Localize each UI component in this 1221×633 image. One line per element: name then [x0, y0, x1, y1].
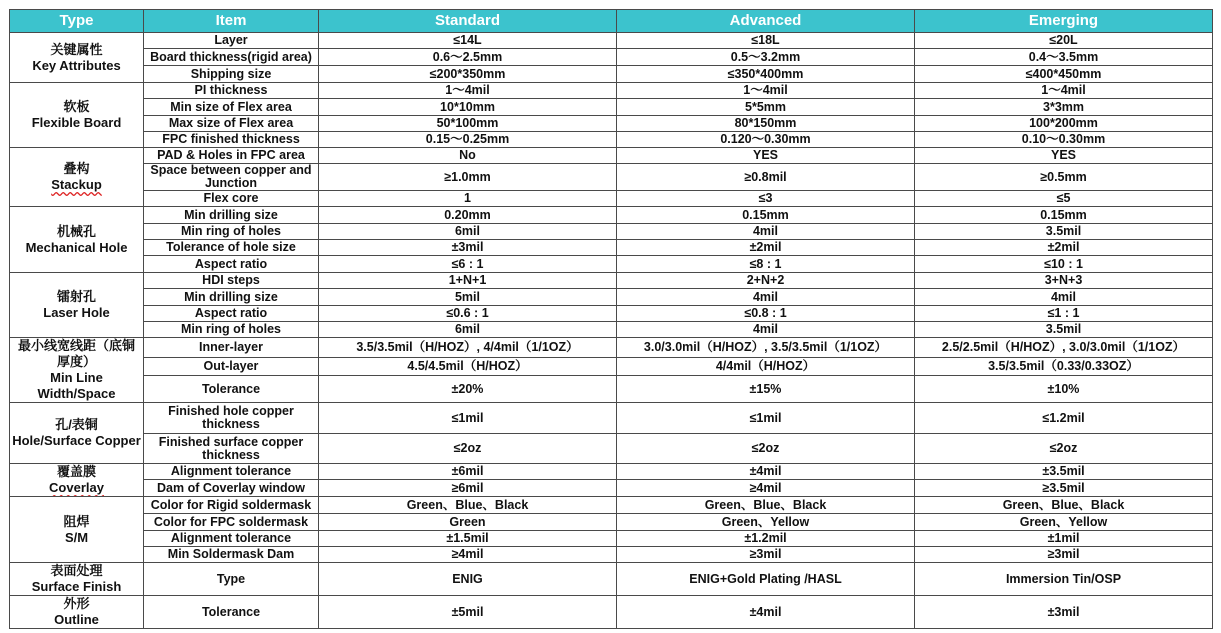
table-header	[10, 10, 1213, 33]
advanced-value: ≤3	[617, 191, 915, 207]
advanced-value: ≤0.8 : 1	[617, 306, 915, 322]
table-row	[10, 434, 1213, 464]
emerging-value: 3*3mm	[915, 99, 1213, 116]
item-cell: Alignment tolerance	[144, 464, 319, 480]
standard-value: ≤2oz	[319, 434, 617, 464]
table-row	[10, 191, 1213, 207]
standard-value: ≤0.6 : 1	[319, 306, 617, 322]
item-cell: Tolerance	[144, 596, 319, 629]
emerging-value: 3.5mil	[915, 224, 1213, 240]
advanced-value: 80*150mm	[617, 116, 915, 132]
group-cell	[10, 563, 144, 596]
standard-value: ≤200*350mm	[319, 66, 617, 83]
table-body	[10, 33, 1213, 629]
table-row	[10, 338, 1213, 358]
group-cell	[10, 338, 144, 403]
advanced-value: ≤350*400mm	[617, 66, 915, 83]
standard-value: ±5mil	[319, 596, 617, 629]
item-cell: Min Soldermask Dam	[144, 547, 319, 563]
advanced-value: ±2mil	[617, 240, 915, 256]
group-name-zh: 叠构	[63, 161, 90, 176]
advanced-value: ≤18L	[617, 33, 915, 49]
table-row	[10, 164, 1213, 191]
group-name-en: Laser Hole	[43, 305, 110, 320]
standard-value: Green	[319, 514, 617, 531]
emerging-value: Immersion Tin/OSP	[915, 563, 1213, 596]
emerging-value: ≤400*450mm	[915, 66, 1213, 83]
item-cell: Board thickness(rigid area)	[144, 49, 319, 66]
emerging-value: 2.5/2.5mil（H/HOZ）, 3.0/3.0mil（1/1OZ）	[915, 338, 1213, 358]
header-advanced: Advanced	[617, 10, 915, 33]
item-cell: Min ring of holes	[144, 322, 319, 338]
standard-value: 0.15～0.25mm	[319, 132, 617, 148]
group-name-zh: 覆盖膜	[56, 464, 96, 479]
item-cell: Aspect ratio	[144, 256, 319, 273]
advanced-value: 0.120～0.30mm	[617, 132, 915, 148]
item-cell: Flex core	[144, 191, 319, 207]
standard-value: 5mil	[319, 289, 617, 306]
advanced-value: 5*5mm	[617, 99, 915, 116]
header-emerging: Emerging	[915, 10, 1213, 33]
advanced-value: 2+N+2	[617, 273, 915, 289]
table-row	[10, 224, 1213, 240]
group-name-en: Coverlay	[49, 480, 104, 495]
item-cell: Color for Rigid soldermask	[144, 497, 319, 514]
advanced-value: 0.5～3.2mm	[617, 49, 915, 66]
item-cell: PI thickness	[144, 83, 319, 99]
group-cell	[10, 83, 144, 148]
group-name-zh: 关键属性	[50, 41, 103, 57]
item-cell: Min drilling size	[144, 207, 319, 224]
item-cell: Color for FPC soldermask	[144, 514, 319, 531]
standard-value: ±1.5mil	[319, 531, 617, 547]
group-cell	[10, 403, 144, 464]
standard-value: ±3mil	[319, 240, 617, 256]
emerging-value: ≥3mil	[915, 547, 1213, 563]
table-row	[10, 357, 1213, 376]
item-cell: Min drilling size	[144, 289, 319, 306]
standard-value: 6mil	[319, 322, 617, 338]
table-row	[10, 376, 1213, 403]
group-name-zh: 镭射孔	[56, 289, 96, 304]
item-cell: Shipping size	[144, 66, 319, 83]
group-cell	[10, 207, 144, 273]
standard-value: ≥4mil	[319, 547, 617, 563]
advanced-value: ≤8 : 1	[617, 256, 915, 273]
emerging-value: ±3.5mil	[915, 464, 1213, 480]
item-cell: Dam of Coverlay window	[144, 480, 319, 497]
standard-value: 0.20mm	[319, 207, 617, 224]
group-name-en: Stackup	[51, 177, 102, 192]
standard-value: ≤1mil	[319, 403, 617, 434]
advanced-value: ≥4mil	[617, 480, 915, 497]
item-cell: Aspect ratio	[144, 306, 319, 322]
table-row	[10, 148, 1213, 164]
item-cell: Layer	[144, 33, 319, 49]
advanced-value: 0.15mm	[617, 207, 915, 224]
table-row	[10, 531, 1213, 547]
standard-value: 1+N+1	[319, 273, 617, 289]
item-cell: PAD & Holes in FPC area	[144, 148, 319, 164]
advanced-value: ≥0.8mil	[617, 164, 915, 191]
standard-value: ≥6mil	[319, 480, 617, 497]
group-name-en: Surface Finish	[31, 579, 122, 594]
advanced-value: ENIG+Gold Plating /HASL	[617, 563, 915, 596]
table-row	[10, 66, 1213, 83]
emerging-value: ≤2oz	[915, 434, 1213, 464]
emerging-value: ±3mil	[915, 596, 1213, 629]
advanced-value: ±4mil	[617, 596, 915, 629]
standard-value: No	[319, 148, 617, 164]
table-row	[10, 116, 1213, 132]
group-name-zh: 最小线宽线距（底铜厚度）	[17, 338, 135, 369]
group-name-en: Hole/Surface Copper	[12, 433, 141, 448]
standard-value: ±20%	[319, 376, 617, 403]
emerging-value: 3.5mil	[915, 322, 1213, 338]
group-name-zh: 阻焊	[63, 513, 90, 529]
item-cell: Finished hole copper thickness	[144, 403, 319, 434]
header-standard: Standard	[319, 10, 617, 33]
item-cell: FPC finished thickness	[144, 132, 319, 148]
emerging-value: YES	[915, 148, 1213, 164]
table-row	[10, 289, 1213, 306]
group-name-zh: 机械孔	[56, 223, 96, 239]
advanced-value: Green、Yellow	[617, 514, 915, 531]
standard-value: 0.6～2.5mm	[319, 49, 617, 66]
standard-value: 6mil	[319, 224, 617, 240]
group-name-en: Key Attributes	[32, 57, 121, 73]
item-cell: Out-layer	[144, 357, 319, 376]
emerging-value: ≥3.5mil	[915, 480, 1213, 497]
emerging-value: ≤5	[915, 191, 1213, 207]
advanced-value: ≤2oz	[617, 434, 915, 464]
advanced-value: 4mil	[617, 289, 915, 306]
emerging-value: 100*200mm	[915, 116, 1213, 132]
emerging-value: ±1mil	[915, 531, 1213, 547]
group-cell	[10, 33, 144, 83]
group-name-zh: 表面处理	[50, 563, 103, 578]
group-name-zh: 软板	[63, 99, 90, 114]
table-row	[10, 33, 1213, 49]
item-cell: Tolerance of hole size	[144, 240, 319, 256]
emerging-value: Green、Yellow	[915, 514, 1213, 531]
group-cell	[10, 273, 144, 338]
group-name-en: Mechanical Hole	[25, 239, 128, 255]
standard-value: ±6mil	[319, 464, 617, 480]
emerging-value: ≥0.5mm	[915, 164, 1213, 191]
item-cell: HDI steps	[144, 273, 319, 289]
standard-value: 1～4mil	[319, 83, 617, 99]
table-row	[10, 514, 1213, 531]
table-row	[10, 497, 1213, 514]
group-cell	[10, 497, 144, 563]
emerging-value: 3+N+3	[915, 273, 1213, 289]
group-cell	[10, 148, 144, 207]
standard-value: ≤14L	[319, 33, 617, 49]
table-row	[10, 596, 1213, 629]
table-row	[10, 207, 1213, 224]
emerging-value: 0.10～0.30mm	[915, 132, 1213, 148]
advanced-value: ≤1mil	[617, 403, 915, 434]
advanced-value: Green、Blue、Black	[617, 497, 915, 514]
advanced-value: 3.0/3.0mil（H/HOZ）, 3.5/3.5mil（1/1OZ）	[617, 338, 915, 358]
emerging-value: ≤1 : 1	[915, 306, 1213, 322]
item-cell: Space between copper and Junction	[144, 164, 319, 191]
specification-table	[9, 9, 1213, 629]
table-row	[10, 322, 1213, 338]
standard-value: 10*10mm	[319, 99, 617, 116]
item-cell: Min ring of holes	[144, 224, 319, 240]
group-cell	[10, 596, 144, 629]
group-cell	[10, 464, 144, 497]
table-row	[10, 563, 1213, 596]
emerging-value: 0.15mm	[915, 207, 1213, 224]
standard-value: Green、Blue、Black	[319, 497, 617, 514]
table-row	[10, 403, 1213, 434]
advanced-value: ±4mil	[617, 464, 915, 480]
emerging-value: 1～4mil	[915, 83, 1213, 99]
advanced-value: ±1.2mil	[617, 531, 915, 547]
standard-value: 4.5/4.5mil（H/HOZ）	[319, 357, 617, 376]
table-row	[10, 306, 1213, 322]
header-type: Type	[10, 10, 144, 33]
emerging-value: 4mil	[915, 289, 1213, 306]
standard-value: 1	[319, 191, 617, 207]
emerging-value: 0.4～3.5mm	[915, 49, 1213, 66]
item-cell: Inner-layer	[144, 338, 319, 358]
group-name-en: Outline	[54, 612, 99, 627]
group-name-en: Flexible Board	[31, 115, 122, 130]
table-row	[10, 49, 1213, 66]
item-cell: Max size of Flex area	[144, 116, 319, 132]
table-row	[10, 83, 1213, 99]
standard-value: ≥1.0mm	[319, 164, 617, 191]
table-row	[10, 256, 1213, 273]
item-cell: Finished surface copper thickness	[144, 434, 319, 464]
emerging-value: 3.5/3.5mil（0.33/0.33OZ）	[915, 357, 1213, 376]
table-row	[10, 547, 1213, 563]
standard-value: 3.5/3.5mil（H/HOZ）, 4/4mil（1/1OZ）	[319, 338, 617, 358]
item-cell: Alignment tolerance	[144, 531, 319, 547]
group-name-en: S/M	[64, 529, 89, 545]
item-cell: Min size of Flex area	[144, 99, 319, 116]
table-row	[10, 99, 1213, 116]
advanced-value: 1～4mil	[617, 83, 915, 99]
advanced-value: ±15%	[617, 376, 915, 403]
standard-value: ENIG	[319, 563, 617, 596]
advanced-value: 4/4mil（H/HOZ）	[617, 357, 915, 376]
group-name-zh: 孔/表铜	[55, 417, 98, 432]
emerging-value: ≤1.2mil	[915, 403, 1213, 434]
advanced-value: ≥3mil	[617, 547, 915, 563]
standard-value: ≤6 : 1	[319, 256, 617, 273]
table-row	[10, 464, 1213, 480]
table-row	[10, 240, 1213, 256]
header-item: Item	[144, 10, 319, 33]
header-row	[10, 10, 1213, 33]
emerging-value: ±2mil	[915, 240, 1213, 256]
table-row	[10, 273, 1213, 289]
item-cell: Type	[144, 563, 319, 596]
standard-value: 50*100mm	[319, 116, 617, 132]
group-name-en: Min Line Width/Space	[37, 370, 116, 401]
emerging-value: ±10%	[915, 376, 1213, 403]
item-cell: Tolerance	[144, 376, 319, 403]
advanced-value: 4mil	[617, 224, 915, 240]
group-name-zh: 外形	[63, 596, 90, 611]
emerging-value: ≤10 : 1	[915, 256, 1213, 273]
table-row	[10, 480, 1213, 497]
advanced-value: 4mil	[617, 322, 915, 338]
table-row	[10, 132, 1213, 148]
advanced-value: YES	[617, 148, 915, 164]
emerging-value: Green、Blue、Black	[915, 497, 1213, 514]
emerging-value: ≤20L	[915, 33, 1213, 49]
